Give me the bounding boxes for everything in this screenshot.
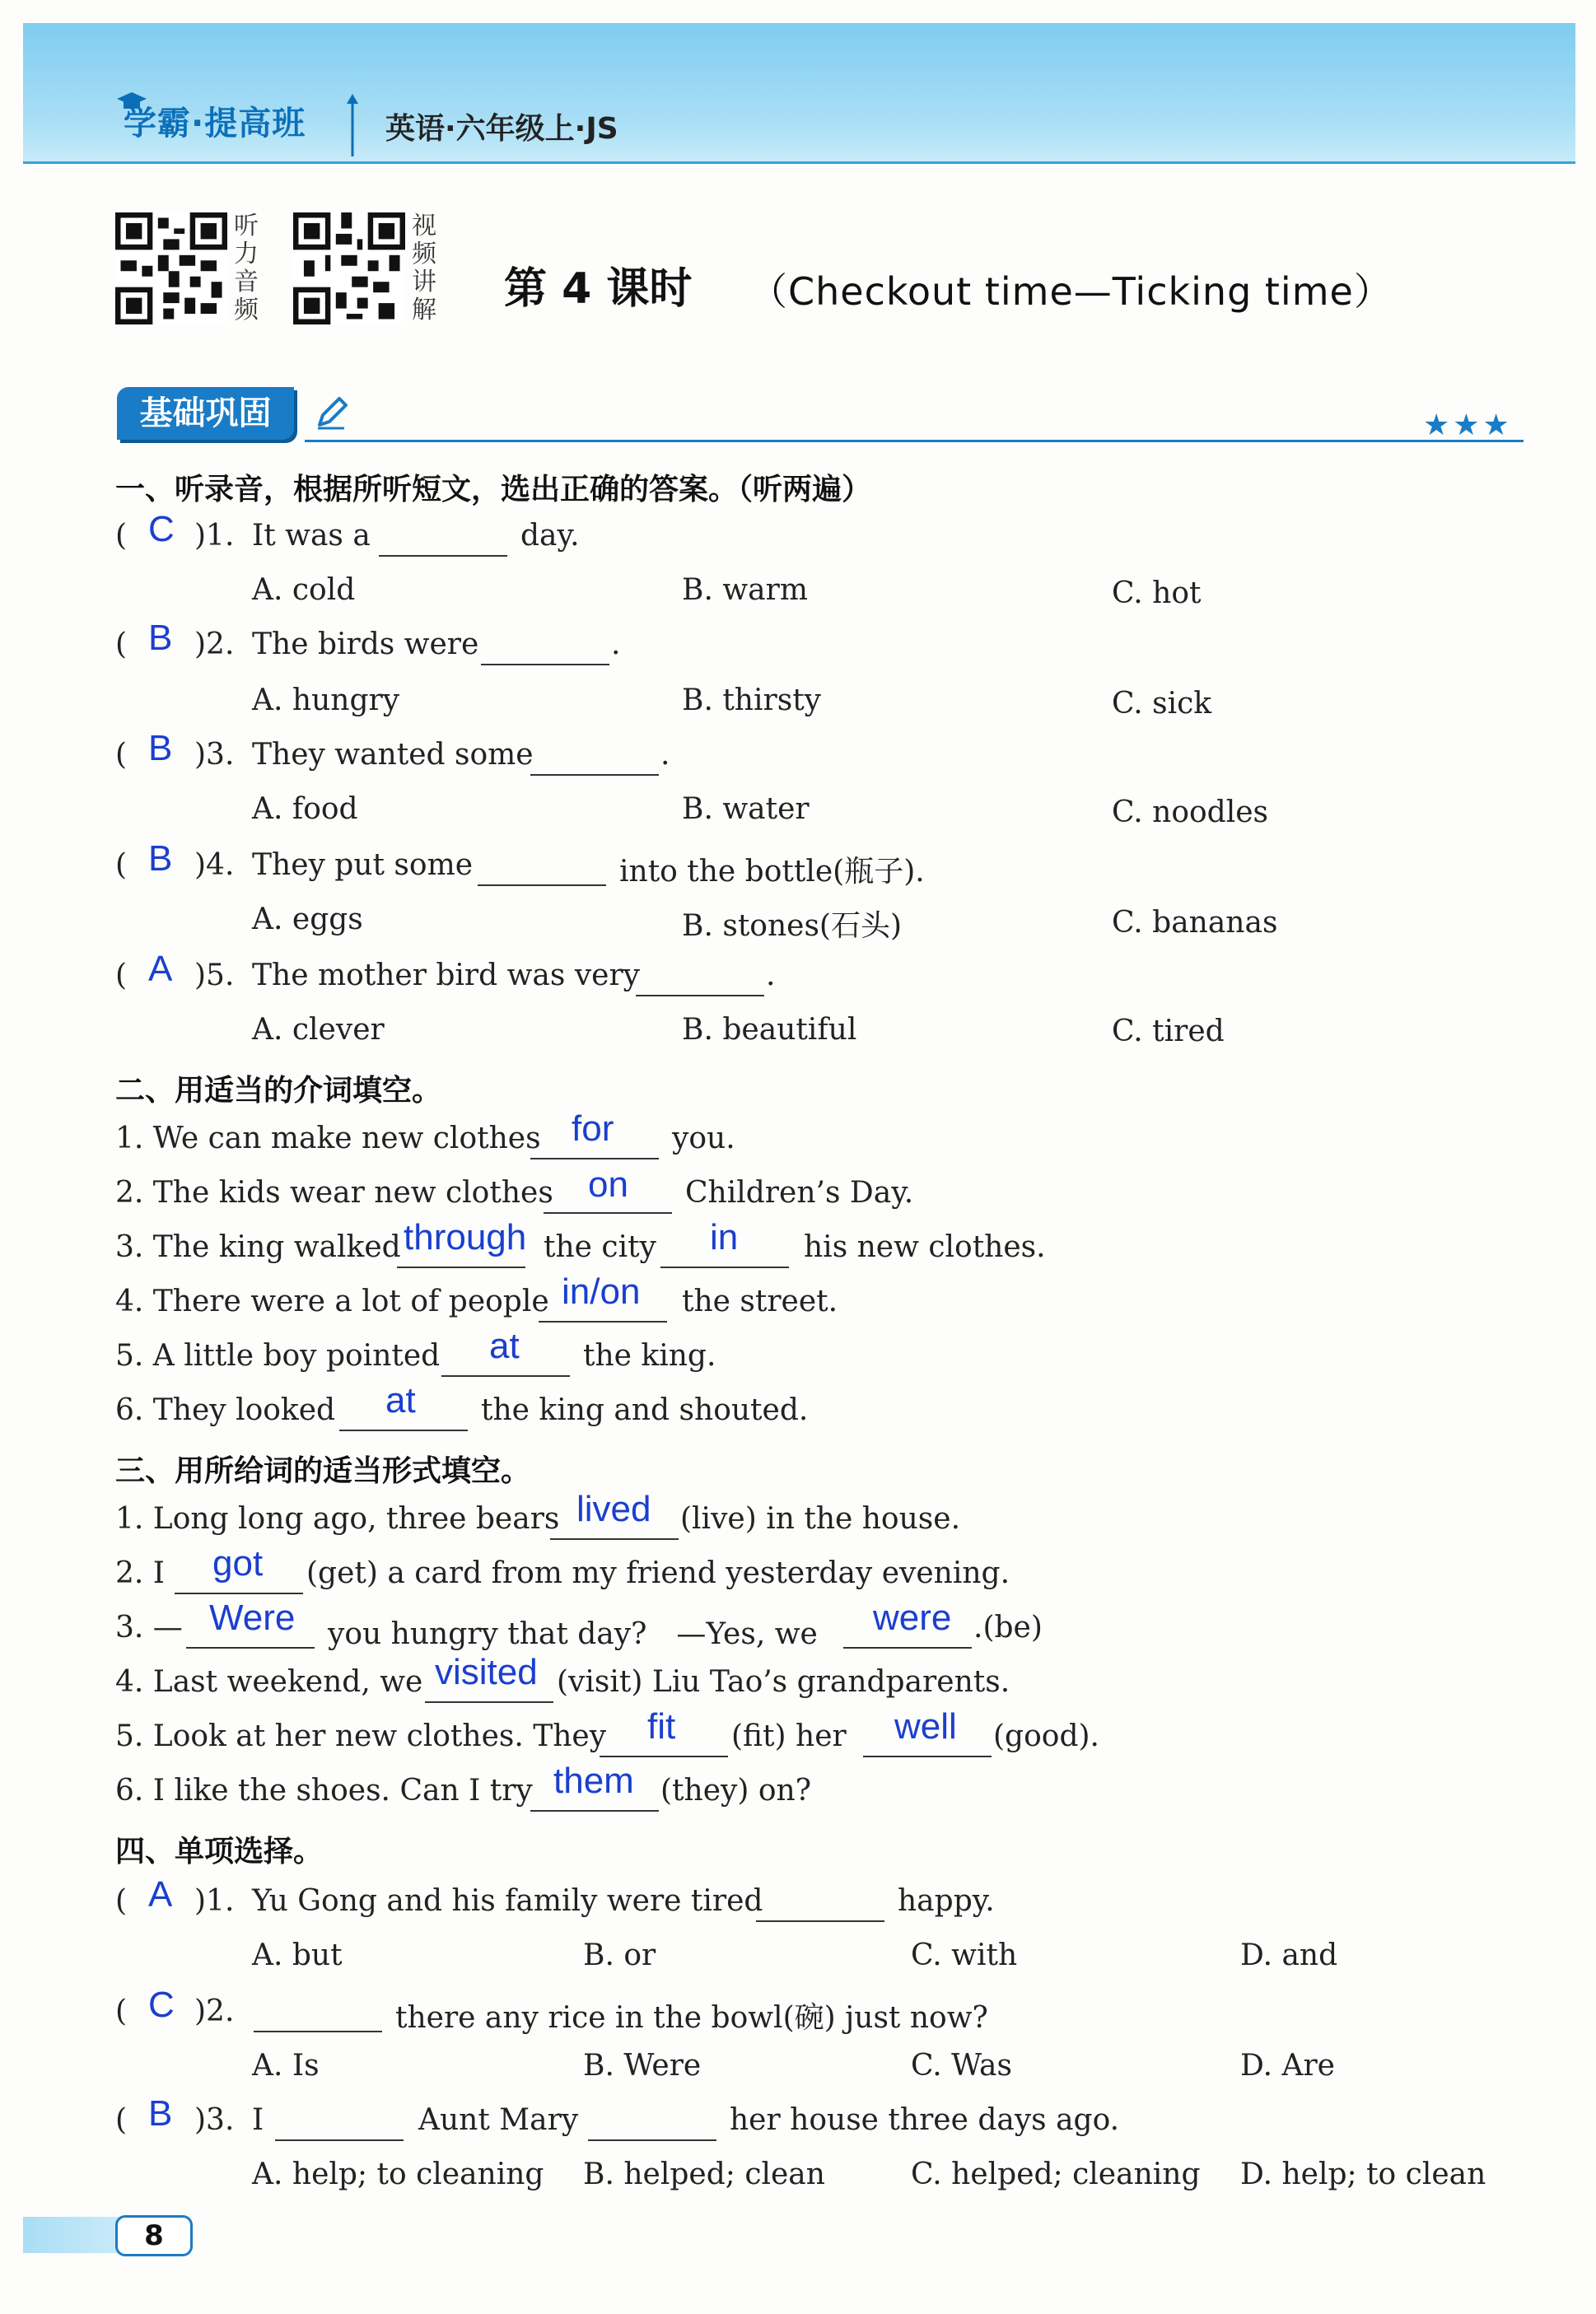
question-text-end: happy. <box>898 1884 995 1918</box>
question-number: )1. <box>194 1884 235 1918</box>
question-number: )2. <box>194 1994 235 2028</box>
paren-open: ( <box>115 959 128 992</box>
answer-blank <box>530 774 659 776</box>
answer-mark: A <box>148 1874 173 1915</box>
question-number: )1. <box>194 519 235 553</box>
question-text: They put some <box>252 848 474 882</box>
question-text-end: (good). <box>993 1719 1099 1753</box>
question-text-end: into the bottle(瓶子). <box>619 855 925 889</box>
option-a: A. help; to cleaning <box>252 2158 544 2191</box>
option-a: A. cold <box>252 573 356 607</box>
answer-text: visited <box>435 1652 538 1692</box>
answer-text: Were <box>209 1598 296 1638</box>
qr-video-label: 视频讲解 <box>412 212 436 324</box>
answer-blank <box>379 555 507 557</box>
option-b: B. Were <box>583 2049 702 2083</box>
answer-blank-2 <box>863 1756 992 1757</box>
question-text: 3. — <box>115 1611 183 1645</box>
option-a: A. food <box>252 792 358 826</box>
answer-text: at <box>489 1326 520 1366</box>
series-title: 学霸·提高班 <box>124 105 306 142</box>
answer-text: for <box>572 1108 614 1149</box>
question-text-end: . <box>660 738 670 772</box>
option-c: C. sick <box>1112 687 1212 721</box>
question-text-mid: (fit) her <box>731 1719 847 1753</box>
question-text-end: . <box>766 959 776 992</box>
option-c: C. hot <box>1112 576 1202 610</box>
answer-text: fit <box>647 1706 676 1747</box>
question-text-end: Children’s Day. <box>685 1176 914 1210</box>
paren-open: ( <box>115 519 128 553</box>
question-text: 4. There were a lot of people <box>115 1285 549 1318</box>
question-text: 1. Long long ago, three bears <box>115 1502 560 1536</box>
answer-blank <box>756 1920 884 1922</box>
option-b: B. thirsty <box>682 683 821 717</box>
question-text-end: (they) on? <box>660 1774 811 1808</box>
part3-heading: 三、用所给词的适当形式填空。 <box>115 1454 531 1488</box>
answer-mark: A <box>148 949 173 989</box>
answer-mark: B <box>148 2093 173 2134</box>
answer-blank <box>539 1321 667 1323</box>
answer-blank <box>425 1701 553 1703</box>
option-c: C. noodles <box>1112 795 1269 829</box>
answer-blank <box>481 664 609 665</box>
question-text-mid: Aunt Mary <box>418 2103 579 2137</box>
option-a: A. eggs <box>252 903 363 936</box>
question-text-end: you. <box>672 1122 735 1155</box>
answer-blank <box>397 1267 525 1268</box>
question-text-mid: you hungry that day? —Yes, we <box>328 1617 818 1651</box>
question-number: )4. <box>194 848 235 882</box>
option-c: C. with <box>911 1938 1018 1972</box>
option-d: D. help; to clean <box>1240 2158 1486 2191</box>
answer-text-2: were <box>873 1598 952 1638</box>
answer-mark: B <box>148 728 173 768</box>
part2-heading: 二、用适当的介词填空。 <box>115 1074 442 1108</box>
answer-blank-2 <box>588 2139 716 2141</box>
answer-mark: C <box>148 509 175 549</box>
qr-listening-label: 听力音频 <box>234 212 259 324</box>
question-text: The birds were <box>252 627 479 661</box>
answer-blank <box>275 2139 404 2141</box>
question-text-end: the street. <box>682 1285 838 1318</box>
arrow-divider-icon <box>344 92 361 158</box>
option-b: B. stones(石头) <box>682 909 903 943</box>
answer-text: lived <box>576 1489 651 1529</box>
option-c: C. bananas <box>1112 906 1278 940</box>
answer-blank <box>530 1810 659 1812</box>
answer-mark: B <box>148 838 173 879</box>
paren-open: ( <box>115 627 128 661</box>
header-divider <box>23 161 1575 164</box>
question-text-end: day. <box>520 519 580 553</box>
question-text-end: (live) in the house. <box>680 1502 961 1536</box>
question-text: 2. I <box>115 1556 166 1590</box>
pencil-icon <box>311 392 352 433</box>
question-text: 5. A little boy pointed <box>115 1339 441 1373</box>
question-text: I <box>252 2103 264 2137</box>
answer-blank <box>478 884 606 886</box>
answer-mark: B <box>148 618 173 658</box>
paren-open: ( <box>115 848 128 882</box>
option-c: C. tired <box>1112 1015 1225 1048</box>
question-text-end: her house three days ago. <box>730 2103 1120 2137</box>
answer-text: them <box>553 1761 634 1801</box>
question-text: 5. Look at her new clothes. They <box>115 1719 607 1753</box>
answer-blank <box>175 1593 303 1594</box>
question-text: 6. They looked <box>115 1393 336 1427</box>
answer-blank-2 <box>843 1647 972 1649</box>
question-text-mid: the city <box>544 1230 656 1264</box>
part4-heading: 四、单项选择。 <box>115 1835 324 1868</box>
question-number: )3. <box>194 738 235 772</box>
answer-text: got <box>212 1543 264 1584</box>
option-b: B. beautiful <box>682 1013 857 1047</box>
answer-blank <box>550 1538 679 1540</box>
question-text: 1. We can make new clothes <box>115 1122 541 1155</box>
answer-mark: C <box>148 1985 175 2025</box>
answer-blank <box>186 1647 315 1649</box>
answer-blank <box>544 1212 672 1214</box>
section-badge: 基础巩固 <box>117 387 294 440</box>
option-c: C. helped; cleaning <box>911 2158 1201 2191</box>
answer-text-2: well <box>894 1706 957 1747</box>
paren-open: ( <box>115 1994 128 2028</box>
option-b: B. or <box>583 1938 656 1972</box>
lesson-subtitle: （Checkout time—Ticking time） <box>749 269 1393 314</box>
paren-open: ( <box>115 1884 128 1918</box>
option-b: B. warm <box>682 573 808 607</box>
option-a: A. hungry <box>252 683 400 717</box>
question-number: )5. <box>194 959 235 992</box>
question-text: 6. I like the shoes. Can I try <box>115 1774 533 1808</box>
answer-text: at <box>385 1380 416 1421</box>
answer-blank <box>339 1430 468 1431</box>
question-text: 3. The king walked <box>115 1230 401 1264</box>
answer-blank <box>600 1756 728 1757</box>
paren-open: ( <box>115 738 128 772</box>
qr-code-listening-icon[interactable] <box>115 212 227 324</box>
answer-blank-2 <box>660 1267 789 1268</box>
question-text-end: his new clothes. <box>804 1230 1046 1264</box>
question-text-end: (get) a card from my friend yesterday evening. <box>306 1556 1010 1590</box>
question-text-end: the king. <box>583 1339 716 1373</box>
answer-text: on <box>588 1164 628 1205</box>
answer-blank <box>636 995 764 996</box>
difficulty-stars: ★★★ <box>1423 408 1513 442</box>
question-text: The mother bird was very <box>252 959 641 992</box>
answer-blank <box>441 1375 570 1377</box>
option-b: B. helped; clean <box>583 2158 825 2191</box>
option-a: A. Is <box>252 2049 320 2083</box>
answer-text: through <box>404 1217 527 1257</box>
question-text: It was a <box>252 519 371 553</box>
question-number: )2. <box>194 627 235 661</box>
question-text: They wanted some <box>252 738 534 772</box>
qr-code-video-icon[interactable] <box>293 212 405 324</box>
answer-text: in/on <box>562 1271 641 1312</box>
answer-blank <box>254 2031 382 2032</box>
section-underline <box>305 440 1524 442</box>
question-text: Yu Gong and his family were tired <box>252 1884 763 1918</box>
question-text-end: (visit) Liu Tao’s grandparents. <box>557 1665 1010 1699</box>
question-text-end: there any rice in the bowl(碗) just now? <box>395 2001 988 2035</box>
paren-open: ( <box>115 2103 128 2137</box>
lesson-title: 第 4 课时 <box>504 264 693 314</box>
question-text-end: .(be) <box>973 1611 1043 1645</box>
option-d: D. and <box>1240 1938 1338 1972</box>
page-number: 8 <box>115 2215 193 2256</box>
answer-blank <box>530 1158 659 1159</box>
option-a: A. clever <box>252 1013 385 1047</box>
subject-label: 英语·六年级上·JS <box>385 112 618 146</box>
question-text-end: the king and shouted. <box>481 1393 809 1427</box>
question-text: 4. Last weekend, we <box>115 1665 423 1699</box>
part1-heading: 一、听录音，根据所听短文，选出正确的答案。（听两遍） <box>115 473 872 506</box>
option-d: D. Are <box>1240 2049 1335 2083</box>
question-number: )3. <box>194 2103 235 2137</box>
option-a: A. but <box>252 1938 343 1972</box>
answer-text-2: in <box>710 1217 739 1257</box>
question-text: 2. The kids wear new clothes <box>115 1176 553 1210</box>
option-b: B. water <box>682 792 810 826</box>
option-c: C. Was <box>911 2049 1012 2083</box>
question-text-end: . <box>611 627 621 661</box>
